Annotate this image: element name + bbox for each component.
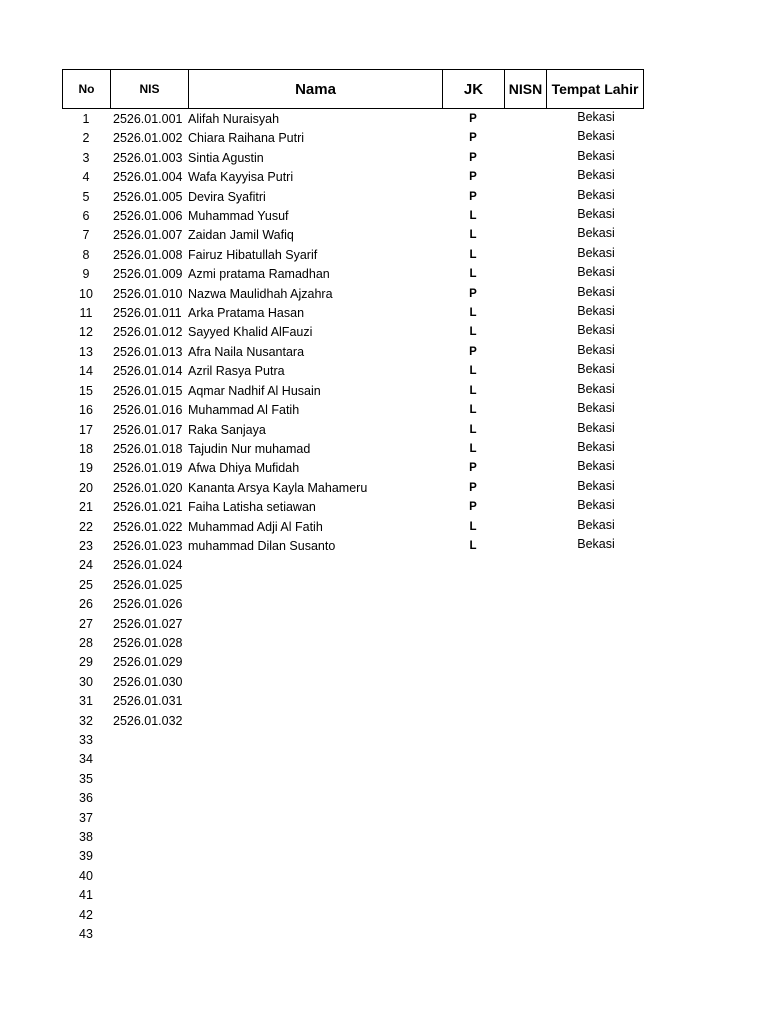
cell-no: 11 [79, 306, 93, 321]
cell-jk: P [469, 481, 477, 494]
cell-nis: 2526.01.002 [113, 131, 183, 146]
table-row [62, 634, 644, 653]
cell-tempat-lahir: Bekasi [577, 284, 615, 299]
cell-jk: P [469, 132, 477, 145]
cell-no: 34 [79, 752, 93, 767]
cell-tempat-lahir: Bekasi [577, 226, 615, 241]
cell-no: 36 [79, 791, 93, 806]
cell-tempat-lahir: Bekasi [577, 498, 615, 513]
cell-no: 39 [79, 849, 93, 864]
cell-jk: P [469, 190, 477, 203]
cell-tempat-lahir: Bekasi [577, 129, 615, 144]
cell-nama: Alifah Nuraisyah [188, 112, 280, 126]
cell-tempat-lahir: Bekasi [577, 168, 615, 183]
cell-tempat-lahir: Bekasi [577, 304, 615, 319]
cell-tempat-lahir: Bekasi [577, 323, 615, 338]
cell-nama: muhammad Dilan Susanto [188, 538, 336, 553]
header-no: No [63, 70, 111, 108]
cell-tempat-lahir: Bekasi [577, 265, 615, 280]
cell-jk: P [469, 501, 477, 514]
cell-tempat-lahir: Bekasi [577, 381, 615, 396]
cell-jk: L [469, 442, 477, 455]
table-body [62, 110, 644, 944]
table-row [62, 556, 644, 575]
cell-no: 7 [82, 228, 90, 243]
cell-no: 10 [79, 286, 93, 301]
cell-no: 33 [79, 733, 93, 747]
cell-jk: L [469, 307, 477, 320]
cell-nis: 2526.01.020 [113, 480, 183, 495]
cell-nama: Fairuz Hibatullah Syarif [188, 247, 318, 262]
cell-nis: 2526.01.013 [113, 344, 183, 359]
cell-tempat-lahir: Bekasi [577, 245, 615, 260]
cell-nama: Kananta Arsya Kayla Mahameru [188, 480, 368, 495]
cell-tempat-lahir: Bekasi [577, 439, 615, 454]
cell-jk: P [469, 287, 477, 300]
cell-no: 16 [79, 403, 93, 418]
table-row [62, 731, 644, 750]
table-row [62, 712, 644, 731]
cell-nama: Muhammad Adji Al Fatih [188, 519, 323, 534]
cell-nis: 2526.01.021 [113, 500, 183, 515]
header-jk: JK [443, 70, 505, 108]
table-row [62, 576, 644, 595]
cell-no: 15 [79, 383, 93, 398]
cell-nis: 2526.01.003 [113, 150, 183, 165]
cell-jk: P [469, 113, 477, 125]
cell-nama: Chiara Raihana Putri [188, 131, 305, 146]
cell-nis: 2526.01.019 [113, 461, 183, 476]
cell-no: 24 [79, 558, 93, 573]
cell-no: 22 [79, 519, 93, 534]
table-row [62, 809, 644, 828]
cell-no: 30 [79, 674, 93, 689]
cell-jk: L [469, 268, 477, 281]
cell-nis: 2526.01.007 [113, 228, 183, 243]
cell-jk: L [469, 229, 477, 242]
cell-no: 28 [79, 635, 93, 650]
table-row [62, 673, 644, 692]
cell-jk: L [469, 520, 477, 533]
cell-tempat-lahir: Bekasi [577, 110, 615, 124]
table-row [62, 789, 644, 808]
cell-nama: Wafa Kayyisa Putri [188, 170, 294, 185]
table-row [62, 770, 644, 789]
table-row [62, 750, 644, 769]
cell-nama: Devira Syafitri [188, 189, 266, 204]
cell-nama: Nazwa Maulidhah Ajzahra [188, 286, 333, 301]
cell-tempat-lahir: Bekasi [577, 401, 615, 416]
table-row [62, 692, 644, 711]
cell-nis: 2526.01.032 [113, 713, 183, 728]
table-row [62, 653, 644, 672]
cell-tempat-lahir: Bekasi [577, 478, 615, 493]
cell-no: 21 [79, 500, 93, 515]
header-nis: NIS [111, 70, 189, 108]
cell-tempat-lahir: Bekasi [577, 459, 615, 474]
table-row [62, 925, 644, 944]
cell-jk: L [469, 248, 477, 261]
table-row [62, 828, 644, 847]
cell-jk: L [469, 365, 477, 378]
cell-nis: 2526.01.012 [113, 325, 183, 340]
cell-nis: 2526.01.031 [113, 694, 183, 709]
cell-no: 12 [79, 325, 93, 340]
cell-nis: 2526.01.015 [113, 383, 183, 398]
cell-no: 42 [79, 907, 93, 922]
cell-no: 14 [79, 364, 93, 379]
cell-no: 23 [79, 538, 93, 553]
cell-jk: P [469, 151, 477, 164]
cell-nis: 2526.01.027 [113, 616, 183, 631]
cell-no: 8 [82, 247, 90, 262]
cell-no: 9 [82, 267, 90, 282]
cell-no: 29 [79, 655, 93, 670]
cell-nis: 2526.01.026 [113, 597, 183, 612]
cell-tempat-lahir: Bekasi [577, 362, 615, 377]
cell-nama: Tajudin Nur muhamad [188, 441, 311, 456]
cell-no: 20 [79, 480, 93, 495]
cell-tempat-lahir: Bekasi [577, 342, 615, 357]
cell-no: 5 [82, 189, 90, 204]
header-nama: Nama [189, 70, 443, 108]
cell-nis: 2526.01.006 [113, 209, 183, 224]
cell-nis: 2526.01.005 [113, 189, 183, 204]
cell-no: 41 [79, 888, 93, 903]
cell-no: 3 [82, 150, 90, 165]
cell-jk: L [469, 326, 477, 339]
cell-jk: L [469, 423, 477, 436]
cell-nama: Zaidan Jamil Wafiq [188, 228, 294, 243]
cell-no: 25 [79, 577, 93, 592]
cell-nama: Muhammad Yusuf [188, 209, 289, 224]
table-row [62, 867, 644, 886]
cell-nama: Arka Pratama Hasan [188, 306, 305, 321]
header-nisn: NISN [505, 70, 547, 108]
cell-nis: 2526.01.010 [113, 286, 183, 301]
cell-nama: Faiha Latisha setiawan [188, 500, 316, 515]
table-row [62, 847, 644, 866]
cell-tempat-lahir: Bekasi [577, 148, 615, 163]
cell-jk: P [469, 345, 477, 358]
cell-nis: 2526.01.004 [113, 170, 183, 185]
cell-nama: Afwa Dhiya Mufidah [188, 461, 300, 476]
cell-no: 13 [79, 344, 93, 359]
table-row [62, 595, 644, 614]
cell-jk: L [469, 210, 477, 223]
cell-no: 1 [82, 112, 90, 126]
cell-no: 38 [79, 830, 93, 845]
cell-nama: Sintia Agustin [188, 150, 264, 165]
cell-no: 17 [79, 422, 93, 437]
cell-nis: 2526.01.017 [113, 422, 183, 437]
cell-nama: Aqmar Nadhif Al Husain [188, 383, 321, 398]
cell-nis: 2526.01.001 [113, 112, 183, 126]
cell-nama: Sayyed Khalid AlFauzi [188, 325, 313, 340]
cell-nama: Afra Naila Nusantara [188, 344, 305, 359]
cell-tempat-lahir: Bekasi [577, 517, 615, 532]
cell-no: 4 [82, 170, 90, 185]
cell-nama: Azmi pratama Ramadhan [188, 267, 330, 282]
cell-nis: 2526.01.018 [113, 441, 183, 456]
cell-no: 6 [82, 209, 90, 224]
cell-jk: P [469, 462, 477, 475]
cell-nis: 2526.01.008 [113, 247, 183, 262]
cell-nis: 2526.01.022 [113, 519, 183, 534]
cell-no: 26 [79, 597, 93, 612]
table-row [62, 886, 644, 905]
cell-jk: L [469, 384, 477, 397]
cell-no: 2 [82, 131, 90, 146]
cell-no: 18 [79, 441, 93, 456]
table-row [62, 906, 644, 925]
cell-nama: Raka Sanjaya [188, 422, 266, 437]
cell-no: 27 [79, 616, 93, 631]
cell-no: 43 [79, 927, 93, 942]
table-row [62, 615, 644, 634]
cell-nis: 2526.01.029 [113, 655, 183, 670]
table-header [62, 69, 644, 109]
cell-nis: 2526.01.028 [113, 635, 183, 650]
cell-jk: P [469, 171, 477, 184]
cell-tempat-lahir: Bekasi [577, 420, 615, 435]
cell-no: 32 [79, 713, 93, 728]
cell-no: 19 [79, 461, 93, 476]
cell-nis: 2526.01.016 [113, 403, 183, 418]
cell-jk: L [469, 539, 477, 552]
cell-nis: 2526.01.023 [113, 538, 183, 553]
cell-tempat-lahir: Bekasi [577, 187, 615, 202]
cell-nis: 2526.01.025 [113, 577, 183, 592]
cell-nama: Azril Rasya Putra [188, 364, 285, 379]
cell-nis: 2526.01.030 [113, 674, 183, 689]
cell-nama: Muhammad Al Fatih [188, 403, 300, 418]
cell-nis: 2526.01.024 [113, 558, 183, 573]
header-tempat-lahir: Tempat Lahir [551, 81, 639, 97]
cell-nis: 2526.01.011 [113, 306, 182, 321]
cell-nis: 2526.01.014 [113, 364, 183, 379]
table-row [62, 537, 644, 556]
cell-jk: L [469, 404, 477, 417]
cell-no: 31 [79, 694, 93, 709]
cell-no: 37 [79, 810, 93, 825]
cell-no: 40 [79, 868, 93, 883]
cell-tempat-lahir: Bekasi [577, 207, 615, 222]
cell-tempat-lahir: Bekasi [577, 536, 615, 551]
cell-nis: 2526.01.009 [113, 267, 183, 282]
cell-no: 35 [79, 771, 93, 786]
